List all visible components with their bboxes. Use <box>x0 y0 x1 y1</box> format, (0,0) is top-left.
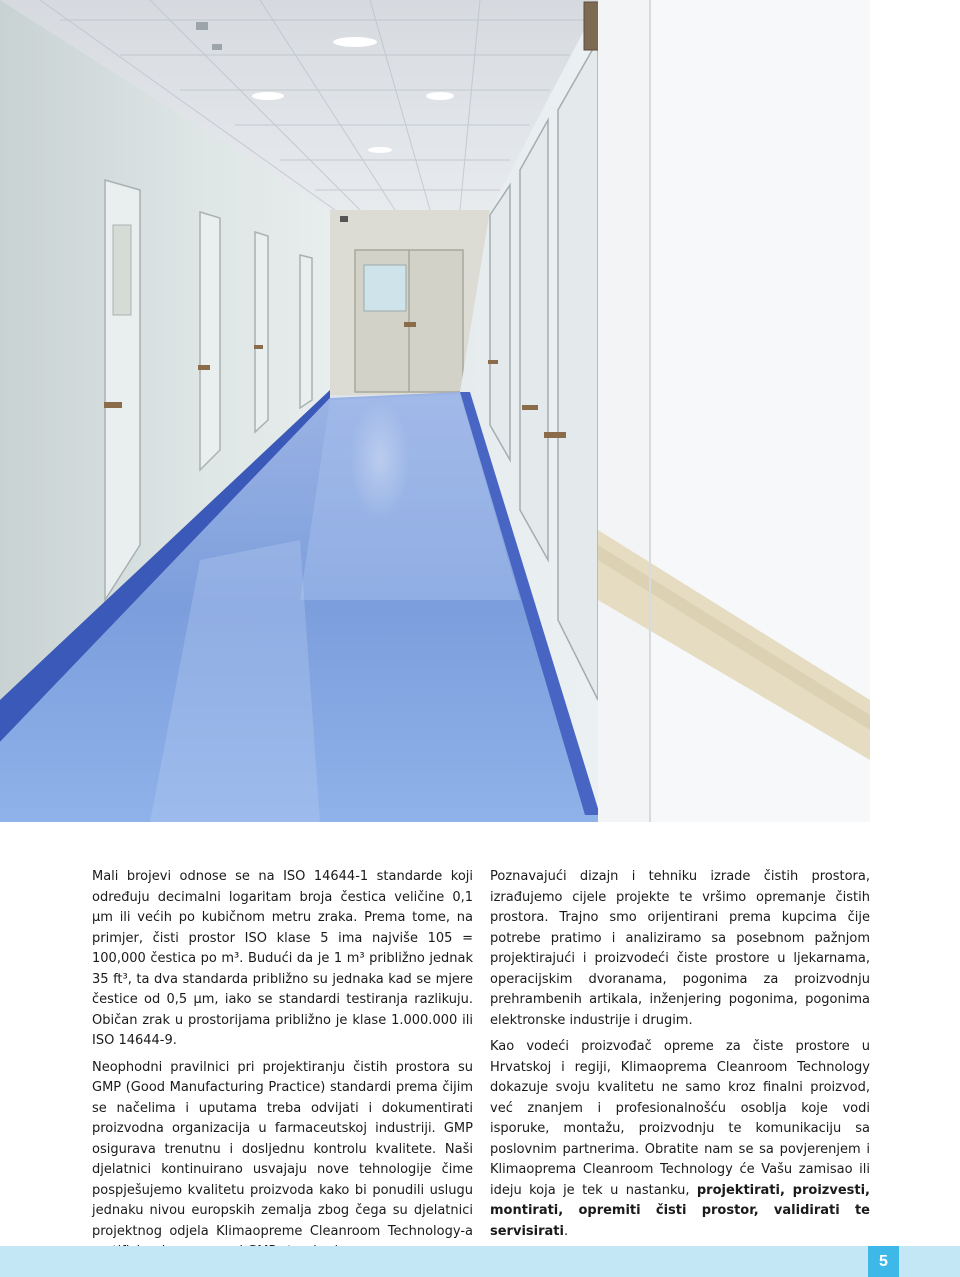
left-text-column <box>92 867 473 1269</box>
right-paragraph-1: Poznavajući dizajn i tehniku izrade čistih prostora, izrađujemo cijele projekte te vršimo opremanje čistih prostora. Trajno smo orijentirani prema kupcima čije potrebe pratimo i analiziramo sa posebnom pažnjom projektirajući i proizvodeći čiste prostore u ljekarnama, operacijskim dvoranama, pogonima za proizvodnju prehrambenih artikala, inženjering pogonima, pogonima elektronske industrije i drugim. <box>490 869 870 1028</box>
page-number: 5 <box>868 1246 899 1277</box>
footer-band <box>0 1246 960 1277</box>
right-paragraph-2-text: Kao vodeći proizvođač opreme za čiste prostore u Hrvatskoj i regiji, Klimaoprema Cleanroom Technology dokazuje svoju kvalitetu ne samo kroz finalni proizvod, već znanjem i profesionalnošću osoblja koje vodi isporuke, montažu, proizvodnju te komunikaciju sa poslovnim partnerima. Obratite nam se sa povjerenjem i Klimaoprema Cleanroom Technology će Vašu zamisao ili ideju koja je tek u nastanku, <box>490 1039 870 1198</box>
services-emphasis: projektirati, proizvesti, montirati, opremiti čisti prostor, validirati te servisirati <box>490 1182 870 1239</box>
left-paragraph-1: Mali brojevi odnose se na ISO 14644-1 standarde koji određuju decimalni logaritam broja čestica veličine 0,1 μm ili većih po kubičnom metru zraka. Prema tome, na primjer, čisti prostor ISO klase 5 ima najviše 105 = 100,000 čestica po m³. Budući da je 1 m³ približno jednak 35 ft³, ta dva standarda približno su jednaka kad se mjere čestice od 0,5 μm, iako se standardi testiranja razlikuju. Običan zrak u prostorijama približno je klase 1.000.000 ili ISO 14644-9. <box>92 869 473 1048</box>
left-paragraph-2: Neophodni pravilnici pri projektiranju čistih prostora su GMP (Good Manufacturing Practice) standardi prema čijim se načelima i uputama treba odvijati i dokumentirati proizvodna organizacija u farmaceutskoj industriji. GMP osigurava trenutnu i dosljednu kontrolu kvalitete. Naši djelatnici kontinuirano usvajaju nove tehnologije čime pospješujemo kvalitetu proizvoda kako bi ponudili uslugu jednaku nivou europskih zemalja zbog čega su djelatnici projektnog odjela Klimaopreme Cleanroom Technology-a <box>92 1059 473 1239</box>
right-paragraph-2-end: . <box>563 1223 569 1239</box>
right-text-column <box>490 867 870 1248</box>
right-paragraph-2 <box>490 1037 870 1242</box>
